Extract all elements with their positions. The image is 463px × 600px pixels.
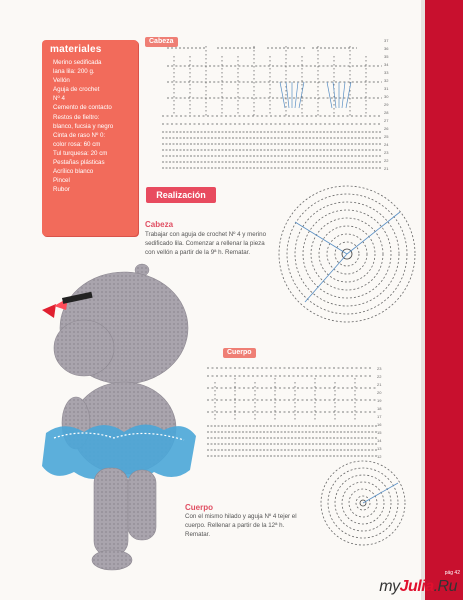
cuerpo-chart xyxy=(205,364,390,460)
materials-list xyxy=(53,58,137,194)
svg-text:25: 25 xyxy=(384,134,389,139)
realizacion-heading: Realización xyxy=(146,187,216,203)
svg-text:15: 15 xyxy=(377,430,382,435)
svg-text:23: 23 xyxy=(377,366,382,371)
svg-text:27: 27 xyxy=(384,118,389,123)
svg-text:13: 13 xyxy=(377,446,382,451)
svg-text:12: 12 xyxy=(377,454,382,459)
svg-text:28: 28 xyxy=(384,110,389,115)
materials-item: Tul turquesa: 20 cm xyxy=(53,149,108,157)
svg-text:31: 31 xyxy=(384,86,389,91)
svg-text:22: 22 xyxy=(377,374,382,379)
svg-text:19: 19 xyxy=(377,398,382,403)
materials-item: Merino sedificada xyxy=(53,59,102,66)
page-number: pág 42 xyxy=(444,570,460,576)
materials-item: Rubor xyxy=(53,186,70,194)
cuerpo-instructions-title: Cuerpo xyxy=(185,503,213,512)
materials-title: materiales xyxy=(50,44,102,55)
hippo-doll-photo xyxy=(24,258,214,588)
svg-text:36: 36 xyxy=(384,46,389,51)
svg-text:33: 33 xyxy=(384,70,389,75)
materials-item: Pincel xyxy=(53,177,70,185)
svg-text:21: 21 xyxy=(384,166,389,171)
cabeza-chart-label: Cabeza xyxy=(145,37,178,47)
cabeza-chart xyxy=(162,36,392,176)
cuerpo-instructions-text: Con el mismo hilado y aguja Nº 4 tejer el cuerpo. Rellenar a partir de la 12ª h. Rematar. xyxy=(185,513,297,538)
svg-text:37: 37 xyxy=(384,38,389,43)
cabeza-instructions-title: Cabeza xyxy=(145,220,174,229)
materials-item: Cinta de raso Nº 0: xyxy=(53,131,106,139)
materials-item: Acrílico blanco xyxy=(53,168,94,176)
red-side-band xyxy=(425,0,463,600)
svg-text:22: 22 xyxy=(384,158,389,163)
materials-item: Nº 4 xyxy=(53,95,65,103)
materials-item: Restos de fieltro: xyxy=(53,113,100,121)
materials-item: color rosa: 60 cm xyxy=(53,140,101,148)
materials-item: Aguja de crochet xyxy=(53,86,100,94)
materials-item: Vellón xyxy=(53,77,70,85)
svg-text:34: 34 xyxy=(384,62,389,67)
svg-text:16: 16 xyxy=(377,422,382,427)
svg-text:32: 32 xyxy=(384,78,389,83)
svg-text:21: 21 xyxy=(377,382,382,387)
materials-item: blanco, fucsia y negro xyxy=(53,122,114,130)
cabeza-instructions-text: Trabajar con aguja de crochet Nº 4 y merino sedificado lila. Comenzar a rellenar la pieza con vellón a partir de la 9ª h. Rematar. xyxy=(145,231,267,256)
materials-item: lana lila: 200 g. xyxy=(53,68,95,76)
cabeza-round-chart xyxy=(275,182,420,327)
svg-text:24: 24 xyxy=(384,142,389,147)
svg-text:29: 29 xyxy=(384,102,389,107)
materials-item: Cemento de contacto xyxy=(53,104,112,112)
svg-text:23: 23 xyxy=(384,150,389,155)
materials-item: Pestañas plásticas xyxy=(53,159,105,167)
svg-text:26: 26 xyxy=(384,126,389,131)
svg-text:20: 20 xyxy=(377,390,382,395)
svg-text:17: 17 xyxy=(377,414,382,419)
svg-text:14: 14 xyxy=(377,438,382,443)
cuerpo-chart-label: Cuerpo xyxy=(223,348,256,358)
cabeza-chart-rows xyxy=(162,116,382,168)
svg-text:35: 35 xyxy=(384,54,389,59)
site-watermark: myJulia.Ru xyxy=(379,578,457,595)
svg-text:18: 18 xyxy=(377,406,382,411)
svg-text:30: 30 xyxy=(384,94,389,99)
cuerpo-round-chart xyxy=(318,458,408,548)
